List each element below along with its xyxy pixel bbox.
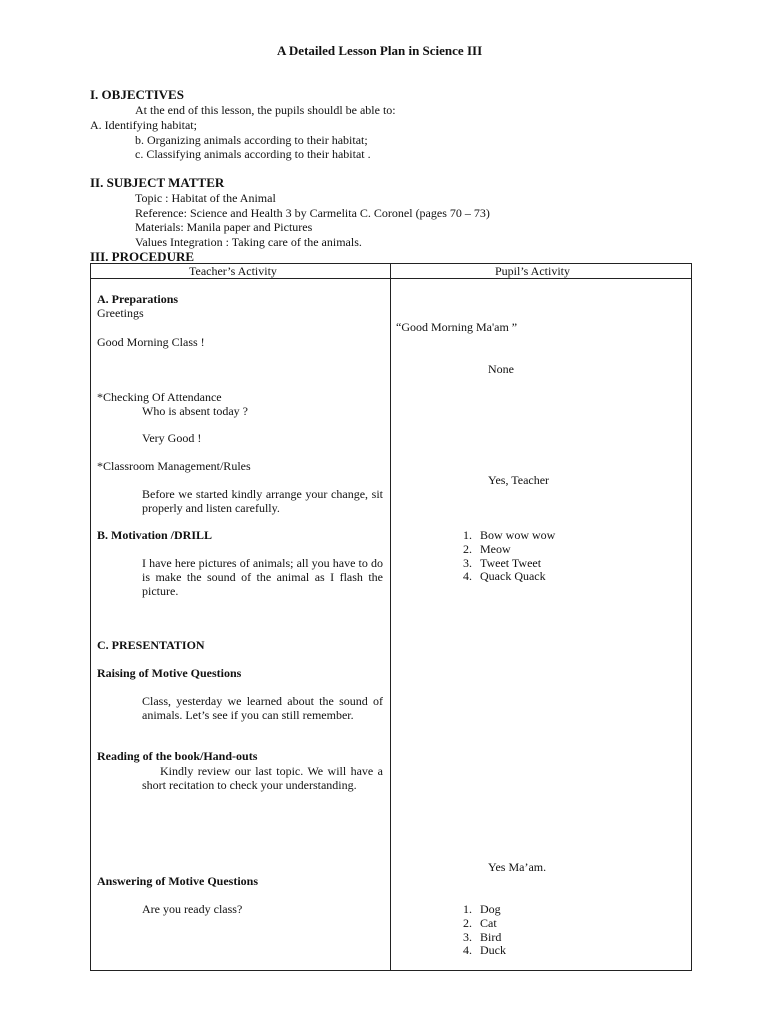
- objectives-heading: I. OBJECTIVES: [90, 87, 184, 102]
- procedure-table: [90, 263, 692, 971]
- column-divider: [390, 264, 391, 970]
- pupil-none: None: [488, 362, 514, 376]
- objective-item-b: b. Organizing animals according to their habitat;: [135, 133, 368, 147]
- pupil-good-morning: “Good Morning Ma'am ”: [396, 320, 518, 334]
- teacher-ready: Are you ready class?: [142, 902, 243, 916]
- header-divider: [91, 278, 691, 279]
- animal-item: 2. Cat: [463, 916, 497, 930]
- teacher-class-yesterday: Class, yesterday we learned about the sound of animals. Let’s see if you can still remember.: [142, 694, 383, 722]
- sound-item: 3. Tweet Tweet: [463, 556, 542, 570]
- objectives-intro: At the end of this lesson, the pupils shouldl be able to:: [135, 103, 396, 117]
- objective-item-a: A. Identifying habitat;: [90, 118, 197, 132]
- pupil-yes-teacher: Yes, Teacher: [488, 473, 550, 487]
- objective-item-c: c. Classifying animals according to their habitat .: [135, 147, 371, 161]
- section-motivation: B. Motivation /DRILL: [97, 528, 213, 542]
- teacher-have-pictures: I have here pictures of animals; all you have to do is make the sound of the animal as I flash the picture.: [142, 556, 383, 598]
- teacher-good-morning: Good Morning Class !: [97, 335, 205, 349]
- teacher-very-good: Very Good !: [142, 431, 202, 445]
- subject-matter-heading: II. SUBJECT MATTER: [90, 175, 225, 190]
- subject-values: Values Integration : Taking care of the animals.: [135, 235, 362, 249]
- section-presentation: C. PRESENTATION: [97, 638, 205, 652]
- attendance-label: *Checking Of Attendance: [97, 390, 222, 404]
- sound-item: 4. Quack Quack: [463, 569, 546, 583]
- subject-topic: Topic : Habitat of the Animal: [135, 191, 276, 205]
- animal-item: 4. Duck: [463, 943, 506, 957]
- answering-label: Answering of Motive Questions: [97, 874, 258, 888]
- col-header-pupil: Pupil’s Activity: [495, 264, 571, 278]
- teacher-before-started: Before we started kindly arrange your change, sit properly and listen carefully.: [142, 487, 383, 515]
- sound-item: 1. Bow wow wow: [463, 528, 556, 542]
- management-label: *Classroom Management/Rules: [97, 459, 251, 473]
- animal-item: 3. Bird: [463, 930, 502, 944]
- reading-label: Reading of the book/Hand-outs: [97, 749, 258, 763]
- subject-materials: Materials: Manila paper and Pictures: [135, 220, 313, 234]
- sound-item: 2. Meow: [463, 542, 511, 556]
- teacher-who-absent: Who is absent today ?: [142, 404, 248, 418]
- col-header-teacher: Teacher’s Activity: [189, 264, 277, 278]
- greetings-label: Greetings: [97, 306, 144, 320]
- subject-reference: Reference: Science and Health 3 by Carmelita C. Coronel (pages 70 – 73): [135, 206, 490, 220]
- document-title: A Detailed Lesson Plan in Science III: [277, 43, 483, 58]
- raising-motive-label: Raising of Motive Questions: [97, 666, 242, 680]
- teacher-kindly-review: Kindly review our last topic. We will have a short recitation to check your understanding.: [142, 764, 383, 792]
- animal-item: 1. Dog: [463, 902, 501, 916]
- section-preparations: A. Preparations: [97, 292, 179, 306]
- pupil-yes-maam: Yes Ma’am.: [488, 860, 547, 874]
- procedure-heading: III. PROCEDURE: [90, 249, 195, 264]
